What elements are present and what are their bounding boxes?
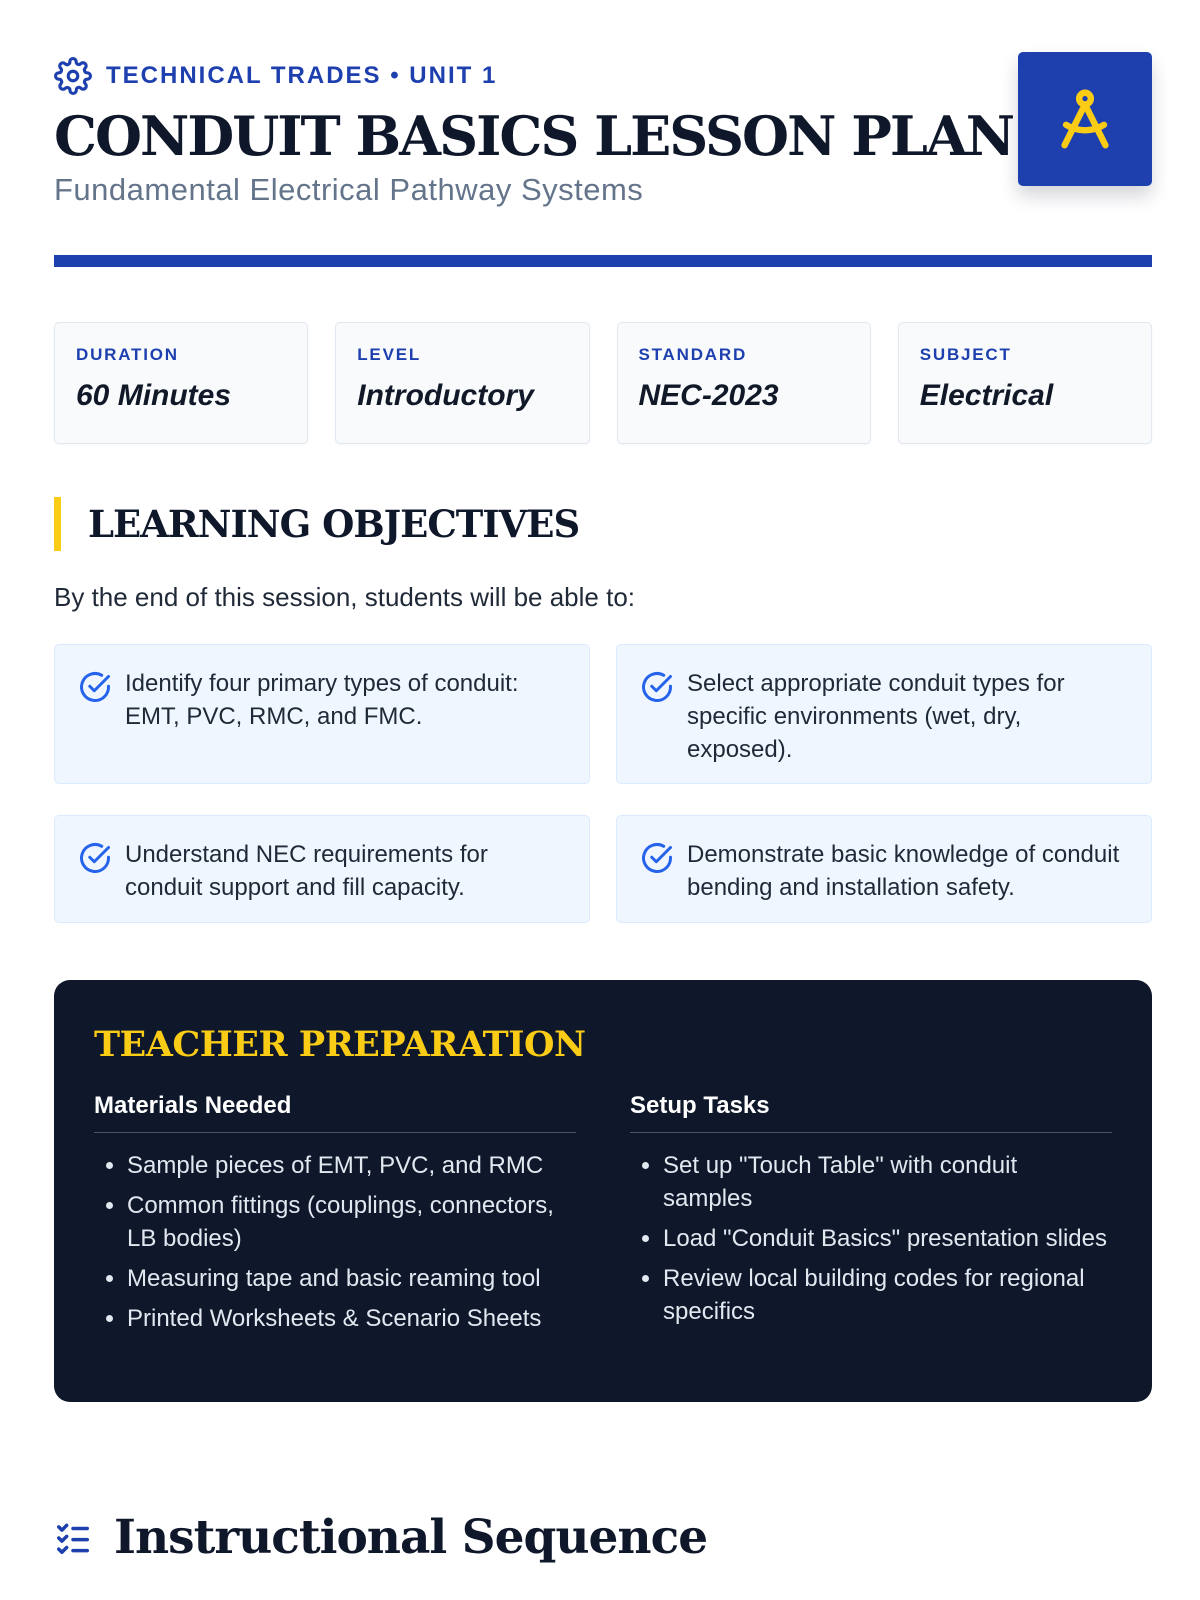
check-circle-icon xyxy=(639,669,675,705)
page-title: CONDUIT BASICS LESSON PLAN xyxy=(54,104,1014,168)
list-check-icon xyxy=(54,1519,92,1557)
list-item: • Common fittings (couplings, connectors, LB bodies) xyxy=(127,1189,576,1255)
header-divider xyxy=(54,255,1152,267)
setup-column xyxy=(630,1092,1112,1335)
objectives-intro: By the end of this session, students will be able to: xyxy=(54,582,636,612)
list-item: • Measuring tape and basic reaming tool xyxy=(127,1262,576,1295)
setup-list xyxy=(630,1149,1112,1328)
logo-badge xyxy=(1018,52,1152,186)
meta-value: 60 Minutes xyxy=(76,379,232,412)
meta-card-level xyxy=(335,322,589,444)
meta-label: LEVEL xyxy=(357,345,422,364)
objective-text: Understand NEC requirements for conduit support and fill capacity. xyxy=(125,841,488,901)
meta-card-duration xyxy=(54,322,308,444)
list-item: • Load "Conduit Basics" presentation slides xyxy=(663,1222,1112,1255)
meta-label: STANDARD xyxy=(638,345,748,364)
sequence-title: Instructional Sequence xyxy=(114,1510,708,1565)
list-item: • Printed Worksheets & Scenario Sheets xyxy=(127,1302,576,1335)
heading-accent-bar xyxy=(54,497,61,551)
meta-card-standard xyxy=(617,322,871,444)
materials-list xyxy=(94,1149,576,1335)
objective-card xyxy=(54,644,590,784)
meta-value: Electrical xyxy=(919,379,1054,412)
teacher-preparation-panel xyxy=(54,980,1152,1402)
objective-text: Identify four primary types of conduit: EMT, PVC, RMC, and FMC. xyxy=(125,670,519,730)
gear-icon xyxy=(54,57,92,95)
meta-label: SUBJECT xyxy=(919,345,1012,364)
instructional-sequence-heading xyxy=(54,1510,707,1565)
header xyxy=(54,52,1152,212)
check-circle-icon xyxy=(77,840,113,876)
objective-card xyxy=(616,644,1152,784)
meta-card-subject xyxy=(898,322,1152,444)
objectives-title: LEARNING OBJECTIVES xyxy=(88,502,580,546)
compass-icon xyxy=(1050,84,1120,154)
objective-card xyxy=(54,815,590,923)
list-item: • Review local building codes for regional specifics xyxy=(663,1262,1112,1328)
kicker-text: TECHNICAL TRADES • UNIT 1 xyxy=(106,62,498,89)
page-subtitle: Fundamental Electrical Pathway Systems xyxy=(54,172,644,207)
check-circle-icon xyxy=(639,840,675,876)
meta-value: Introductory xyxy=(357,379,534,412)
setup-title: Setup Tasks xyxy=(630,1092,1112,1133)
check-circle-icon xyxy=(77,669,113,705)
list-item: • Sample pieces of EMT, PVC, and RMC xyxy=(127,1149,576,1182)
kicker xyxy=(54,57,497,95)
meta-label: DURATION xyxy=(76,345,179,364)
list-item: • Set up "Touch Table" with conduit samples xyxy=(663,1149,1112,1215)
materials-column xyxy=(94,1092,576,1342)
objective-text: Demonstrate basic knowledge of conduit bending and installation safety. xyxy=(687,841,1120,901)
objective-card xyxy=(616,815,1152,923)
meta-info-row xyxy=(54,322,1152,444)
objectives-heading xyxy=(54,496,579,552)
prep-title: TEACHER PREPARATION xyxy=(94,1024,586,1065)
meta-value: NEC-2023 xyxy=(638,379,779,412)
materials-title: Materials Needed xyxy=(94,1092,576,1133)
objective-text: Select appropriate conduit types for specific environments (wet, dry, exposed). xyxy=(687,670,1065,763)
